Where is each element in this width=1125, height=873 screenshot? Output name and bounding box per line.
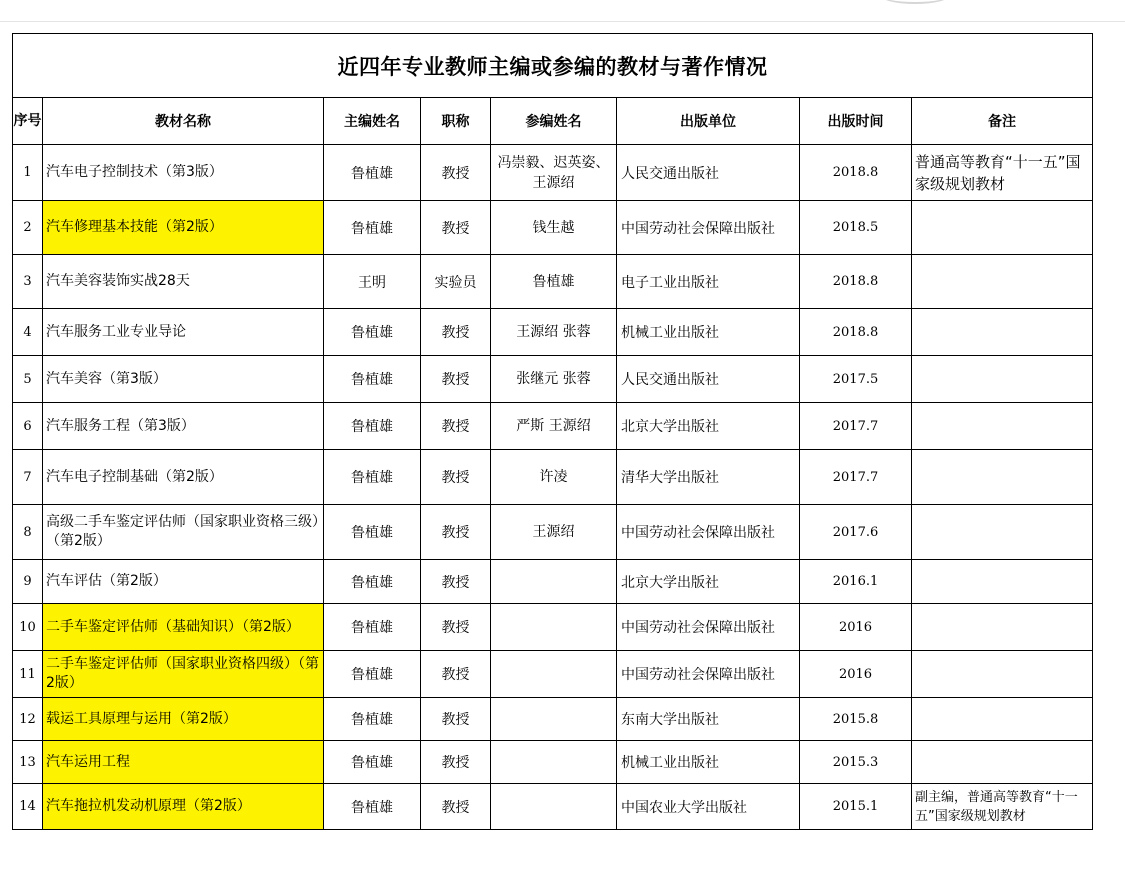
row-co-editors: 张继元 张蓉 [491, 356, 617, 403]
row-publisher: 中国劳动社会保障出版社 [617, 604, 800, 651]
row-co-editors: 钱生越 [491, 201, 617, 255]
row-note [912, 741, 1093, 784]
header-row [13, 98, 1093, 145]
row-publisher: 机械工业出版社 [617, 741, 800, 784]
row-co-editors: 王源绍 [491, 505, 617, 560]
row-date: 2017.6 [800, 505, 912, 560]
table-row [13, 145, 1093, 201]
row-seq: 5 [13, 356, 43, 403]
row-textbook-name: 汽车电子控制技术（第3版） [43, 145, 324, 201]
row-date: 2018.8 [800, 309, 912, 356]
row-textbook-name: 高级二手车鉴定评估师（国家职业资格三级）（第2版） [43, 505, 324, 560]
row-seq: 6 [13, 403, 43, 450]
row-position: 教授 [421, 505, 491, 560]
header-co-editors: 参编姓名 [491, 98, 617, 145]
table-row [13, 604, 1093, 651]
table-row [13, 698, 1093, 741]
row-textbook-name: 汽车服务工程（第3版） [43, 403, 324, 450]
row-position: 教授 [421, 604, 491, 651]
row-chief-editor: 王明 [324, 255, 421, 309]
row-position: 教授 [421, 356, 491, 403]
table-row [13, 741, 1093, 784]
row-position: 教授 [421, 145, 491, 201]
row-position: 教授 [421, 651, 491, 698]
row-publisher: 东南大学出版社 [617, 698, 800, 741]
row-chief-editor: 鲁植雄 [324, 309, 421, 356]
table-row [13, 651, 1093, 698]
header-position: 职称 [421, 98, 491, 145]
table-row [13, 255, 1093, 309]
row-date: 2015.8 [800, 698, 912, 741]
row-seq: 3 [13, 255, 43, 309]
row-seq: 13 [13, 741, 43, 784]
row-chief-editor: 鲁植雄 [324, 403, 421, 450]
row-co-editors: 冯崇毅、迟英姿、王源绍 [491, 145, 617, 201]
table-row [13, 403, 1093, 450]
row-date: 2018.5 [800, 201, 912, 255]
row-date: 2015.3 [800, 741, 912, 784]
row-seq: 9 [13, 560, 43, 604]
row-chief-editor: 鲁植雄 [324, 651, 421, 698]
row-chief-editor: 鲁植雄 [324, 356, 421, 403]
row-date: 2017.7 [800, 450, 912, 505]
row-position: 教授 [421, 560, 491, 604]
row-publisher: 人民交通出版社 [617, 356, 800, 403]
row-date: 2018.8 [800, 255, 912, 309]
row-seq: 4 [13, 309, 43, 356]
row-note [912, 403, 1093, 450]
row-publisher: 北京大学出版社 [617, 560, 800, 604]
row-textbook-name: 汽车电子控制基础（第2版） [43, 450, 324, 505]
table-row [13, 560, 1093, 604]
row-textbook-name: 汽车美容装饰实战28天 [43, 255, 324, 309]
row-textbook-name: 汽车修理基本技能（第2版） [43, 201, 324, 255]
row-co-editors: 王源绍 张蓉 [491, 309, 617, 356]
row-seq: 1 [13, 145, 43, 201]
row-seq: 10 [13, 604, 43, 651]
row-seq: 2 [13, 201, 43, 255]
row-publisher: 清华大学出版社 [617, 450, 800, 505]
row-publisher: 中国劳动社会保障出版社 [617, 651, 800, 698]
row-position: 教授 [421, 450, 491, 505]
row-chief-editor: 鲁植雄 [324, 145, 421, 201]
row-chief-editor: 鲁植雄 [324, 698, 421, 741]
row-seq: 8 [13, 505, 43, 560]
row-seq: 12 [13, 698, 43, 741]
row-chief-editor: 鲁植雄 [324, 784, 421, 830]
row-date: 2015.1 [800, 784, 912, 830]
row-date: 2016 [800, 604, 912, 651]
row-note [912, 505, 1093, 560]
row-seq: 14 [13, 784, 43, 830]
row-co-editors [491, 604, 617, 651]
row-textbook-name: 汽车运用工程 [43, 741, 324, 784]
table-row [13, 309, 1093, 356]
row-publisher: 机械工业出版社 [617, 309, 800, 356]
row-co-editors [491, 741, 617, 784]
row-textbook-name: 二手车鉴定评估师（基础知识）（第2版） [43, 604, 324, 651]
row-chief-editor: 鲁植雄 [324, 450, 421, 505]
row-co-editors [491, 784, 617, 830]
row-position: 教授 [421, 784, 491, 830]
row-note: 普通高等教育“十一五”国家级规划教材 [912, 145, 1093, 201]
table-row [13, 505, 1093, 560]
row-note [912, 255, 1093, 309]
row-note [912, 450, 1093, 505]
row-textbook-name: 二手车鉴定评估师（国家职业资格四级）（第2版） [43, 651, 324, 698]
row-note [912, 309, 1093, 356]
header-seq: 序号 [13, 98, 43, 145]
row-position: 教授 [421, 403, 491, 450]
row-seq: 11 [13, 651, 43, 698]
table-row [13, 450, 1093, 505]
row-textbook-name: 载运工具原理与运用（第2版） [43, 698, 324, 741]
row-co-editors: 鲁植雄 [491, 255, 617, 309]
row-publisher: 中国劳动社会保障出版社 [617, 505, 800, 560]
row-date: 2018.8 [800, 145, 912, 201]
row-note [912, 560, 1093, 604]
row-textbook-name: 汽车服务工业专业导论 [43, 309, 324, 356]
row-seq: 7 [13, 450, 43, 505]
table-title: 近四年专业教师主编或参编的教材与著作情况 [13, 34, 1093, 98]
row-co-editors [491, 698, 617, 741]
row-position: 实验员 [421, 255, 491, 309]
row-textbook-name: 汽车评估（第2版） [43, 560, 324, 604]
row-co-editors [491, 560, 617, 604]
row-note: 副主编，普通高等教育“十一五”国家级规划教材 [912, 784, 1093, 830]
scroll-indicator [880, 0, 950, 4]
row-co-editors: 严斯 王源绍 [491, 403, 617, 450]
row-co-editors: 许凌 [491, 450, 617, 505]
row-chief-editor: 鲁植雄 [324, 201, 421, 255]
row-note [912, 201, 1093, 255]
header-publisher: 出版单位 [617, 98, 800, 145]
top-bar [0, 0, 1125, 22]
row-date: 2017.7 [800, 403, 912, 450]
row-chief-editor: 鲁植雄 [324, 505, 421, 560]
row-co-editors [491, 651, 617, 698]
row-position: 教授 [421, 741, 491, 784]
row-publisher: 人民交通出版社 [617, 145, 800, 201]
table-row [13, 356, 1093, 403]
row-publisher: 电子工业出版社 [617, 255, 800, 309]
row-publisher: 北京大学出版社 [617, 403, 800, 450]
header-chief-editor: 主编姓名 [324, 98, 421, 145]
row-textbook-name: 汽车拖拉机发动机原理（第2版） [43, 784, 324, 830]
header-name: 教材名称 [43, 98, 324, 145]
row-note [912, 698, 1093, 741]
textbook-table [12, 33, 1093, 830]
header-date: 出版时间 [800, 98, 912, 145]
row-date: 2016 [800, 651, 912, 698]
row-note [912, 356, 1093, 403]
row-date: 2017.5 [800, 356, 912, 403]
row-publisher: 中国劳动社会保障出版社 [617, 201, 800, 255]
row-textbook-name: 汽车美容（第3版） [43, 356, 324, 403]
row-note [912, 651, 1093, 698]
row-note [912, 604, 1093, 651]
row-publisher: 中国农业大学出版社 [617, 784, 800, 830]
row-chief-editor: 鲁植雄 [324, 741, 421, 784]
header-note: 备注 [912, 98, 1093, 145]
row-date: 2016.1 [800, 560, 912, 604]
row-position: 教授 [421, 309, 491, 356]
row-chief-editor: 鲁植雄 [324, 560, 421, 604]
table-row [13, 784, 1093, 830]
row-chief-editor: 鲁植雄 [324, 604, 421, 651]
row-position: 教授 [421, 201, 491, 255]
table-row [13, 201, 1093, 255]
row-position: 教授 [421, 698, 491, 741]
